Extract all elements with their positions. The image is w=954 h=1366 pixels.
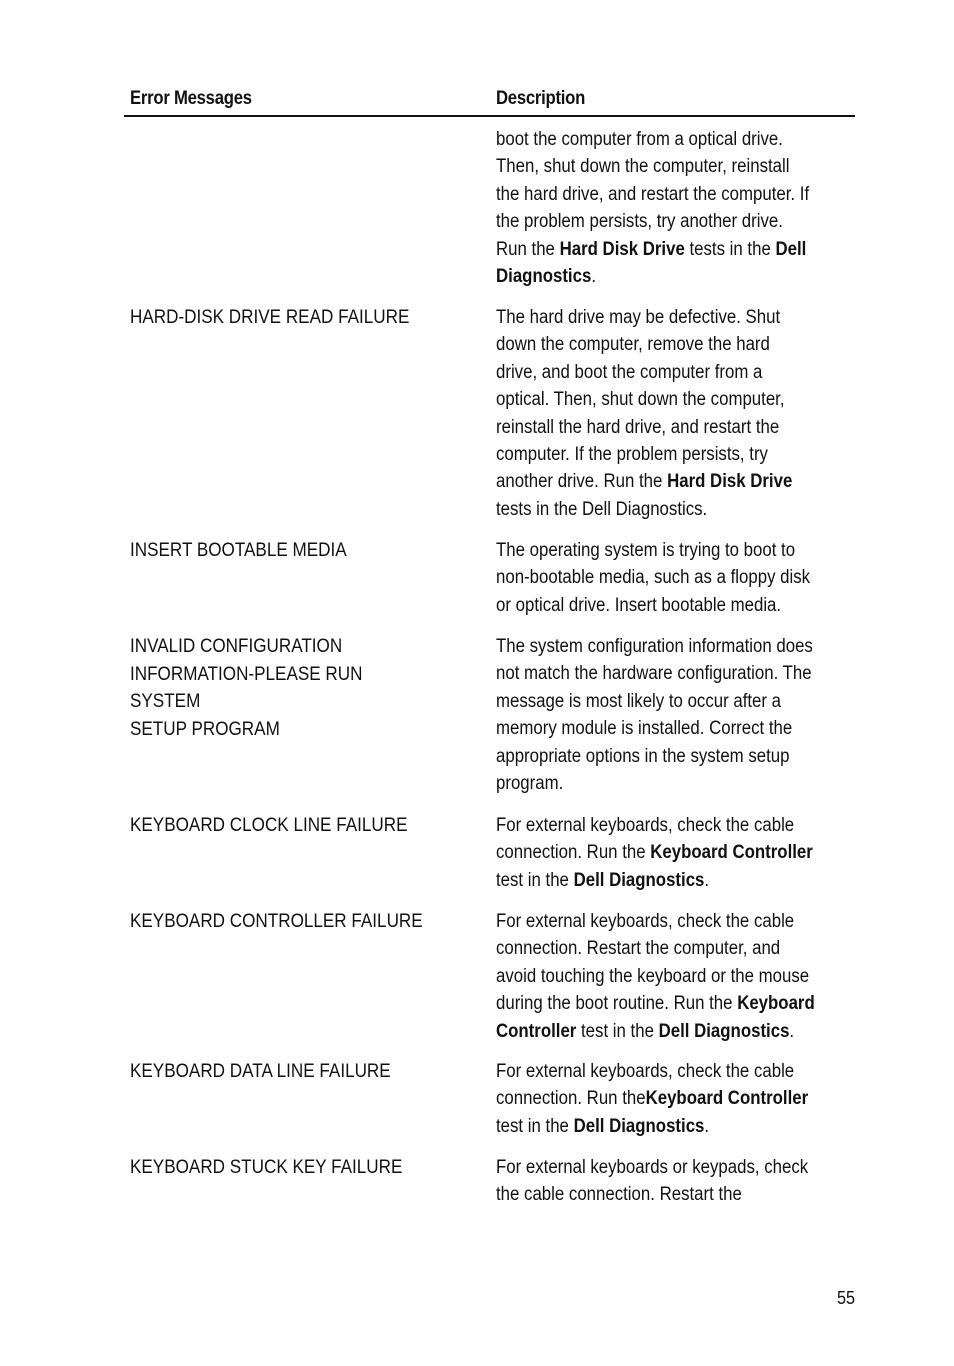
description-line — [496, 537, 850, 564]
description-line — [496, 1018, 850, 1045]
description-line — [496, 496, 850, 523]
description-line — [496, 468, 850, 495]
description-text: optical. Then, shut down the computer, — [496, 389, 785, 411]
description-text: tests in the Dell Diagnostics. — [496, 498, 708, 520]
description-text: the cable connection. Restart the — [496, 1184, 742, 1206]
description-line — [496, 1113, 850, 1140]
description-text: Run the — [496, 238, 560, 260]
description-text: boot the computer from a optical drive. — [496, 129, 783, 150]
description-line — [496, 386, 850, 413]
emphasized-term: Keyboard Controller — [650, 842, 813, 864]
description-line — [496, 660, 850, 687]
emphasized-term: Dell Diagnostics — [573, 869, 705, 891]
description-text: down the computer, remove the hard — [496, 334, 770, 356]
error-message: KEYBOARD STUCK KEY FAILURE — [130, 1157, 403, 1178]
description-text: . — [704, 869, 710, 891]
emphasized-term: Dell Diagnostics — [573, 1115, 705, 1137]
error-description — [496, 1154, 850, 1209]
description-line — [496, 908, 850, 935]
description-line — [496, 331, 850, 358]
description-text: message is most likely to occur after a — [496, 690, 782, 712]
description-text: drive, and boot the computer from a — [496, 361, 763, 383]
description-line — [496, 564, 850, 591]
description-text: connection. Restart the computer, and — [496, 938, 781, 960]
error-message: INVALID CONFIGURATION INFORMATION-PLEASE RUN SYSTEM SETUP PROGRAM — [130, 636, 363, 740]
error-description — [496, 304, 850, 523]
emphasized-term: Dell Diagnostics — [658, 1020, 790, 1042]
description-text: memory module is installed. Correct the — [496, 718, 793, 740]
description-text: test in the — [496, 869, 574, 891]
column-header-error-messages: Error Messages — [130, 88, 252, 109]
emphasized-term: Keyboard — [737, 993, 815, 1015]
description-text: test in the — [576, 1020, 659, 1042]
description-line — [496, 359, 850, 386]
error-message: KEYBOARD CLOCK LINE FAILURE — [130, 815, 408, 836]
error-message: HARD-DISK DRIVE READ FAILURE — [130, 307, 410, 328]
error-message: KEYBOARD DATA LINE FAILURE — [130, 1061, 391, 1082]
error-message: INSERT BOOTABLE MEDIA — [130, 540, 347, 561]
description-text: avoid touching the keyboard or the mouse — [496, 965, 810, 987]
column-header-description: Description — [496, 88, 586, 109]
description-line — [496, 304, 850, 331]
description-text: . — [789, 1020, 795, 1042]
emphasized-term: Hard Disk Drive — [667, 471, 793, 493]
description-line — [496, 770, 850, 797]
error-description — [496, 812, 850, 894]
page-number: 55 — [836, 1288, 855, 1308]
description-text: . — [591, 266, 596, 288]
description-line — [496, 867, 850, 894]
description-line — [496, 208, 850, 235]
error-description — [496, 1058, 850, 1140]
description-text: tests in the — [684, 238, 776, 260]
description-text: the problem persists, try another drive. — [496, 211, 783, 233]
error-description — [496, 126, 850, 290]
description-text: The hard drive may be defective. Shut — [496, 307, 781, 328]
description-text: or optical drive. Insert bootable media. — [496, 594, 782, 616]
description-line — [496, 688, 850, 715]
description-line — [496, 263, 850, 290]
description-text: connection. Run the — [496, 842, 651, 864]
description-line — [496, 963, 850, 990]
description-line — [496, 743, 850, 770]
description-line — [496, 1154, 850, 1181]
emphasized-term: Hard Disk Drive — [559, 238, 685, 260]
description-text: connection. Run the — [496, 1088, 646, 1110]
error-description — [496, 537, 850, 619]
description-line — [496, 126, 850, 153]
description-text: program. — [496, 773, 564, 795]
description-text: the hard drive, and restart the computer. If — [496, 183, 810, 205]
description-line — [496, 812, 850, 839]
description-text: reinstall the hard drive, and restart the — [496, 416, 780, 438]
emphasized-term: Dell — [775, 238, 807, 260]
description-text: For external keyboards, check the cable — [496, 815, 795, 836]
description-line — [496, 181, 850, 208]
description-line — [496, 1181, 850, 1208]
description-line — [496, 990, 850, 1017]
description-text: For external keyboards, check the cable — [496, 911, 795, 932]
description-line — [496, 715, 850, 742]
description-text: not match the hardware configuration. The — [496, 663, 812, 685]
description-text: For external keyboards, check the cable — [496, 1061, 795, 1082]
error-description — [496, 908, 850, 1045]
description-text: The operating system is trying to boot to — [496, 540, 796, 561]
description-line — [496, 839, 850, 866]
description-line — [496, 441, 850, 468]
description-text: appropriate options in the system setup — [496, 745, 790, 767]
table-header — [124, 86, 855, 117]
description-text: non-bootable media, such as a floppy disk — [496, 567, 811, 589]
description-text: Then, shut down the computer, reinstall — [496, 156, 790, 178]
error-message: KEYBOARD CONTROLLER FAILURE — [130, 911, 423, 932]
emphasized-term: Diagnostics — [496, 266, 592, 288]
error-description — [496, 633, 850, 797]
description-line — [496, 153, 850, 180]
description-line — [496, 1085, 850, 1112]
emphasized-term: Controller — [496, 1020, 577, 1042]
description-text: test in the — [496, 1115, 574, 1137]
description-text: during the boot routine. Run the — [496, 993, 738, 1015]
description-text: another drive. Run the — [496, 471, 668, 493]
description-line — [496, 236, 850, 263]
description-text: For external keyboards or keypads, check — [496, 1157, 809, 1178]
description-line — [496, 1058, 850, 1085]
description-line — [496, 633, 850, 660]
description-line — [496, 935, 850, 962]
description-text: . — [704, 1115, 710, 1137]
emphasized-term: Keyboard Controller — [645, 1088, 809, 1110]
description-line — [496, 592, 850, 619]
description-line — [496, 414, 850, 441]
description-text: computer. If the problem persists, try — [496, 444, 768, 466]
description-text: The system configuration information does — [496, 636, 813, 657]
